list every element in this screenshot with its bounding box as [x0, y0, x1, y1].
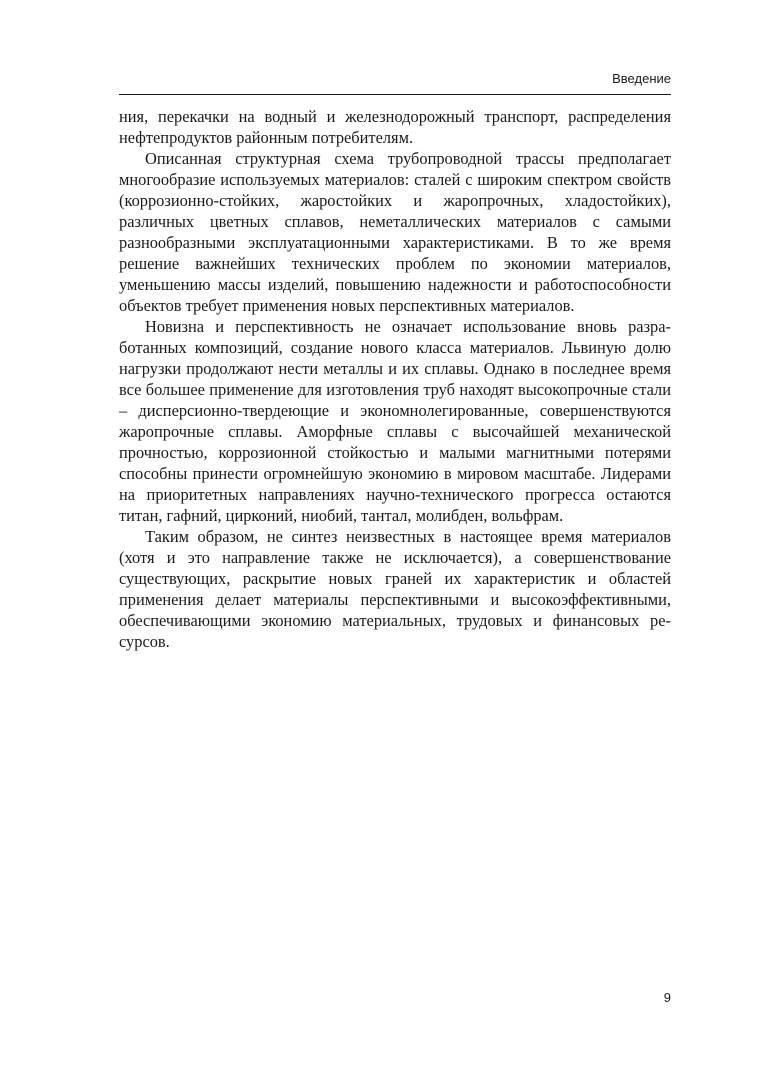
page-number: 9: [663, 990, 671, 1005]
running-head: Введение: [612, 71, 671, 86]
body-text: [119, 106, 671, 652]
paragraph-continuation: ния, перекачки на водный и железнодорожный транспорт, распределения нефтепродуктов районным потребителям.: [119, 107, 671, 147]
header-rule: [119, 94, 671, 95]
paragraph: Таким образом, не синтез неизвестных в настоящее время материалов (хотя и это направление также не исключается), а совершенствование существующих, раскрытие новых граней их характеристик и областей применения делает материалы перспективными и высокоэффективными, обеспечивающими экономию материальных, трудовых и финансовых ресурсов.: [119, 527, 671, 651]
paragraph: Новизна и перспективность не означает использование вновь разработанных композиций, создание нового класса материалов. Львиную долю нагрузки продолжают нести металлы и их сплавы. Однако в последнее время все большее применение для изготовления труб находят высокопрочные стали – дисперсионно-твердеющие и экономнолегированные, совершенствуются жаропрочные сплавы. Аморфные сплавы с высочайшей механической прочностью, коррозионной стойкостью и малыми магнитными потерями способны принести огромнейшую экономию в мировом масштабе. Лидерами на приоритетных направлениях научно-технического прогресса остаются титан, гафний, цирконий, ниобий, тантал, молибден, вольфрам.: [119, 317, 671, 525]
paragraph: Описанная структурная схема трубопроводной трассы предполагает многообразие используемых материалов: сталей с широким спектром свойств (коррозионно-стойких, жаростойких и жаропрочных, хладостойких), различных цветных сплавов, неметаллических материалов с самыми разнообразными эксплуатационными характеристиками. В то же время решение важнейших технических проблем по экономии материалов, уменьшению массы изделий, повышению надежности и работоспособности объектов требует применения новых перспективных материалов.: [119, 149, 671, 315]
